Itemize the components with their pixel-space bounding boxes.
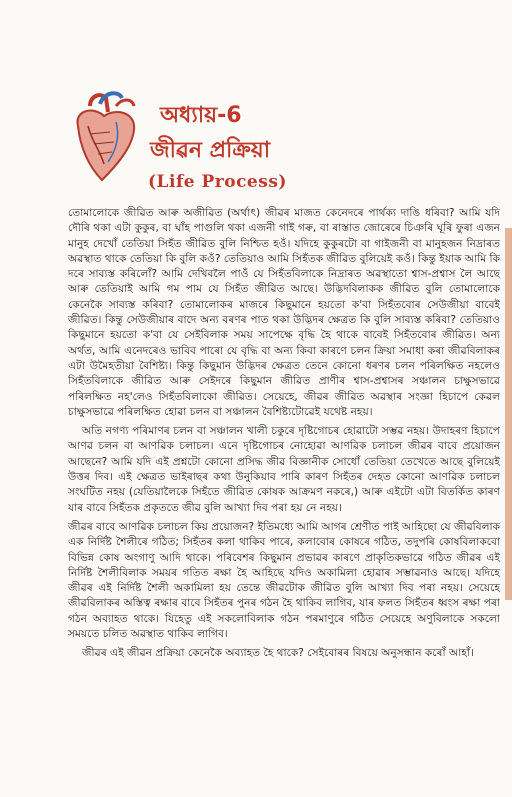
chapter-number: অধ্যায়-6 [160,103,242,128]
paragraph-2: অতি নগণ্য পৰিমাণৰ চলন বা সঞ্চালন খালী চকুৰে দৃষ্টিগোচৰ হোৱাটো সম্ভৱ নহয়। উদাহৰণ হিচাপে আণৱ চলন বা আণৱিক চলাচল। এনে দৃষ্টিগোচৰ নোহোৱা আণৱিক চলাচল জীৱৰ বাবে প্ৰয়োজন আছেনে? আমি যদি এই প্ৰশ্নটো কোনো প্ৰসিদ্ধ জীৱ বিজ্ঞানীক সোধোঁ তেতিয়া তেখেতে আছে বুলিয়েই উত্তৰ দিব। এই ক্ষেত্ৰত ভাইৰাছৰ কথা উনুকিয়াব পাৰি কাৰণ সিহঁতৰ দেহত কোনো আণৱিক চলাচল সংঘটিত নহয় (যেতিয়ালৈকে সিহঁতে জীৱিত কোষক আক্ৰমণ নকৰে,) আৰু এইটো এটা বিতৰ্কিত কাৰণ যাৰ বাবে সিহঁতক প্ৰকৃততে জীৱ বুলি আখ্যা দিব পৰা হয় নে নহয়। [68,425,500,514]
chapter-body [68,206,500,666]
chapter-english-title: (Life Process) [148,172,287,192]
page-edge-tab [505,228,512,600]
chapter-title: জীৱন প্ৰক্ৰিয়া [150,138,271,163]
paragraph-1: তোমালোকে জীৱিত আৰু অজীৱিত (অৰ্থাৎ) জীৱৰ মাজত কেনেদৰে পাৰ্থক্য দাঙি ধৰিবা? আমি যদি দৌৰি থকা এটা কুকুৰ, বা ঘাঁহ পাগুলি থকা এজনী গাই গৰু, বা ৰাস্তাত জোৰেৰে চিঞৰি ঘূৰি ফুৰা এজন মানুহ দেখোঁ তেতিয়া সিহঁত জীৱিত বুলি নিশ্চিত হওঁ। যদিহে কুকুৰটো বা গাইজনী বা মানুহজন নিদ্ৰাৰত অৱস্থাত থাকে তেতিয়া কি বুলি কওঁ? তেতিয়াও আমি সিহঁতক জীৱিত বুলিয়েই কওঁ। কিন্তু ইয়াক আমি কি দৰে সাব্যস্ত কৰিলোঁ? আমি দেখিবলৈ পাওঁ যে সিহঁতবিলাকে নিদ্ৰাৰত অৱস্থাতো শ্বাস-প্ৰশ্বাস লৈ আছে আৰু তেতিয়াই আমি গম পাম যে সিহঁত জীৱিত আছে। উদ্ভিদবিলাকক জীৱিত বুলি তোমালোকে কেনেকৈ সাব্যস্ত কৰিবা? তোমালোকৰ মাজৰে কিছুমানে হয়তো ক'বা সিহঁতবোৰ সেউজীয়া বাবেই জীৱিত। কিন্তু সেউজীয়াৰ বাদে অন্য বৰণৰ পাত থকা উদ্ভিদৰ ক্ষেত্ৰত কি বুলি সাব্যস্ত কৰিবা? তেতিয়াও কিছুমানে হয়তো ক'বা যে সেইবিলাক সময় সাপেক্ষে বৃদ্ধি হৈ থাকে বাবেই সিহঁতবোৰ জীৱিত। অন্য অৰ্থত, আমি এনেদৰেও ভাবিব পাৰো যে বৃদ্ধি বা অন্য কিবা কাৰণে চলন ক্ৰিয়া সমাধা কৰা জীৱবিলাকৰ এটা উমৈহতীয়া বৈশিষ্ট্য। কিন্তু কিছুমান উদ্ভিদৰ ক্ষেত্ৰত তেনে কোনো ধৰণৰ চলন পৰিলক্ষিত নহলেও সিহঁতবিলাকে জীৱিত আৰু সেইদৰে কিছুমান জীৱিত প্ৰাণীৰ শ্বাস-প্ৰশ্বাসৰ সঞ্চালন চাক্ষুসভাৱে পৰিলক্ষিত নহ'লেও সিহঁতবিলাকো জীৱিত। সেয়েহে, জীৱৰ জীৱিত অৱস্থাৰ সংজ্ঞা হিচাপে কেৱল চাক্ষুসভাৱে পৰিলক্ষিত হোৱা চলন বা সঞ্চালন বৈশিষ্ট্যটোৱেই যথেষ্ট নহয়। [68,207,500,418]
paragraph-3: জীৱৰ বাবে আণৱিক চলাচল কিয় প্ৰয়োজন? ইতিমধ্যে আমি আগৰ শ্ৰেণীত পাই আহিছো যে জীৱবিলাক এক নিৰ্দিষ্ট শৈলীৰে গঠিত; সিহঁতৰ কলা থাকিব পাৰে, কলাবোৰ কোষৰে গঠিত, তদুপৰি কোষবিলাকবো বিভিন্ন কোষ অংগাণু আদি থাকে। পৰিবেশৰ কিছুমান প্ৰভাৱৰ কাৰণে প্ৰাকৃতিকভাৱে গঠিত জীৱৰ এই নিৰ্দিষ্ট শৈলীবিলাক সময়ৰ গতিত ৰক্ষা হৈ আহিছে যদিও অকামিলা হোৱাৰ সম্ভাৱনাও আছে। যদিহে জীৱৰ এই নিৰ্দিষ্ট শৈলী অকামিলা হয় তেন্তে জীৱটোক জীৱিত বুলি আখ্যা দিব পৰা নহয়। সেয়েহে জীৱবিলাকৰ অস্তিত্ব ৰক্ষাৰ বাবে সিহঁতৰ পুনৰ গঠন হৈ থাকিব লাগিব, যাৰ ফলত সিহঁতৰ ধ্বংস ৰক্ষা পৰা গঠন অব্যাহত থাকে। যিহেতু এই সকলোবিলাক গঠন পৰমাণুৰে গঠিত সেয়েহে অণুবিলাকে সকলো সময়তে চলিত অৱস্থাত থাকিব লাগিব। [68,520,500,641]
paragraph-4: জীৱৰ এই জীৱন প্ৰক্ৰিয়া কেনেকৈ অব্যাহত হৈ থাকে? সেইবোৰৰ বিষয়ে অনুসন্ধান কৰোঁ আহাঁ। [82,647,474,660]
heart-illustration [60,86,152,186]
